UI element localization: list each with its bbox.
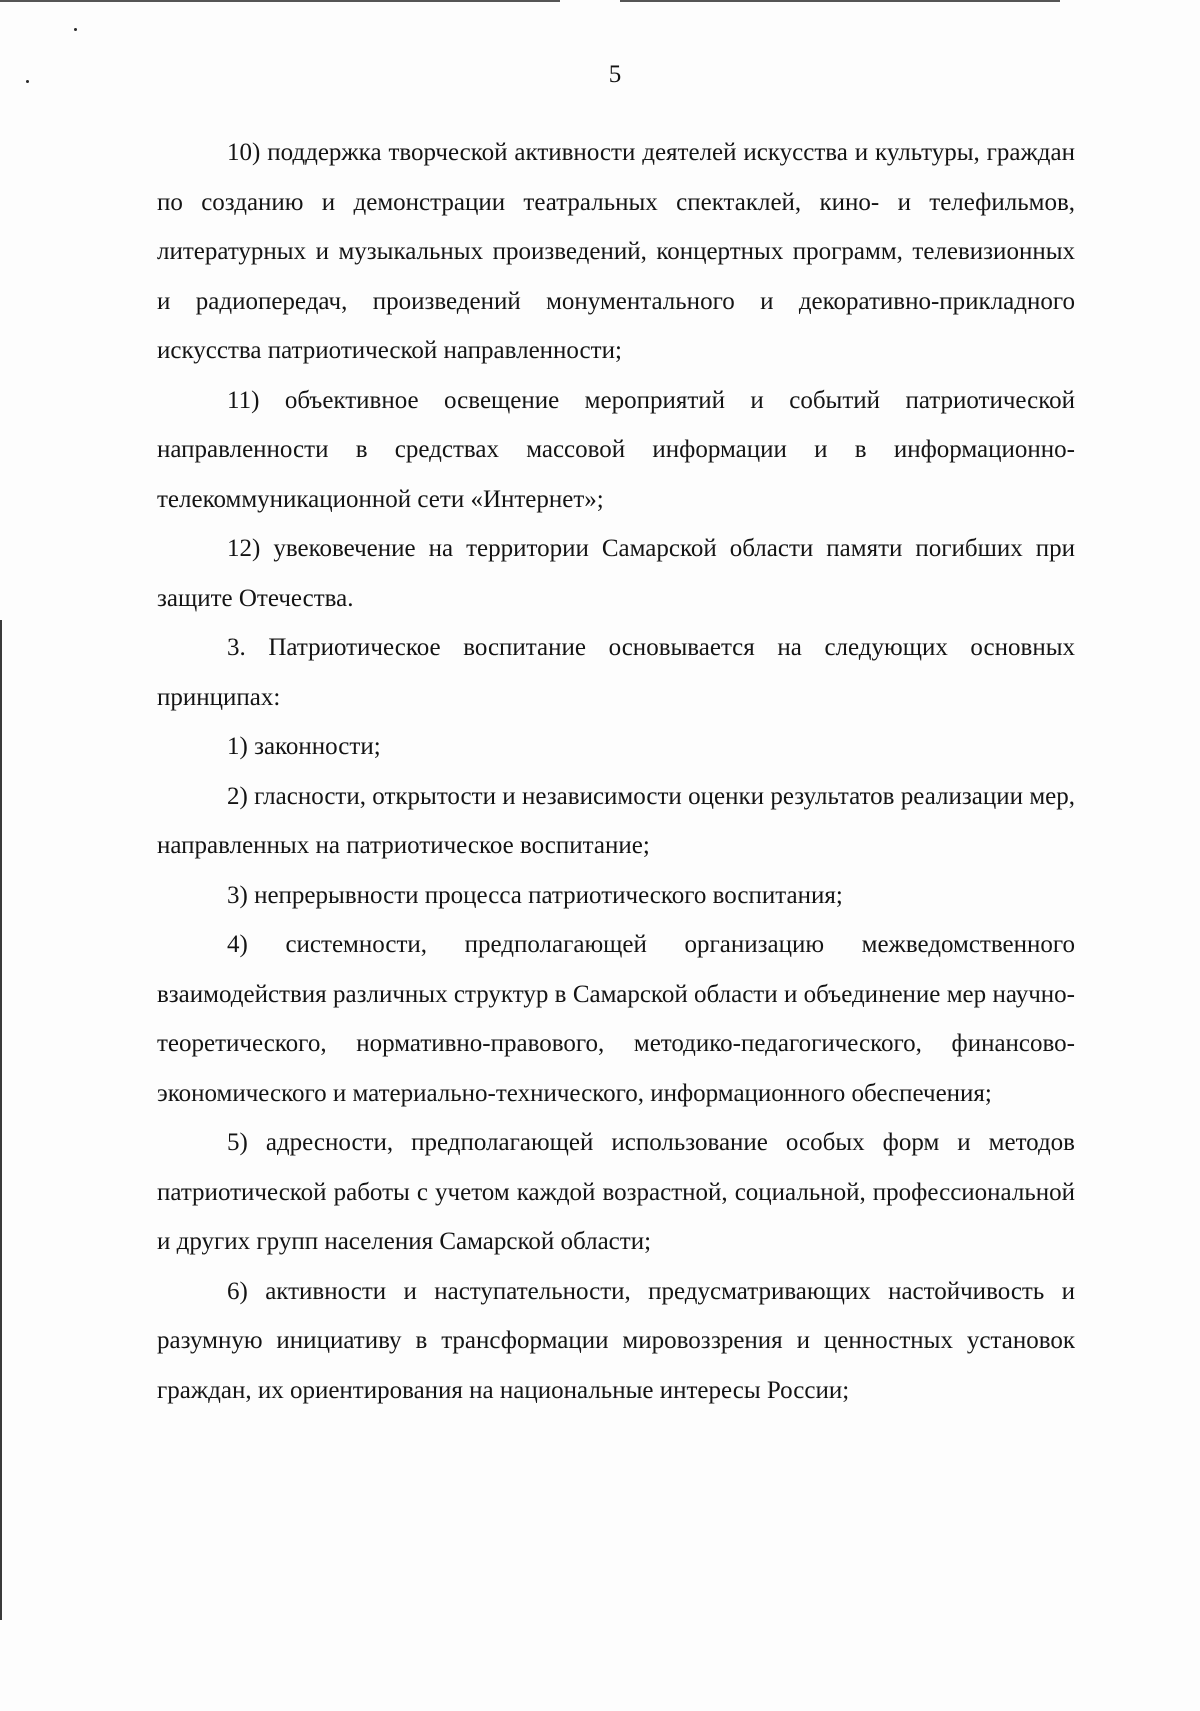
document-body	[157, 128, 1075, 1415]
paragraph-item-10: 10) поддержка творческой активности деятелей искусства и культуры, граждан по созданию и демонстрации театральных спектаклей, кино- и телефильмов, литературных и музыкальных произведений, концертных программ, телевизионных и радиопередач, произведений монументального и декоративно-прикладного искусства патриотической направленности;	[157, 139, 1075, 364]
paragraph-principle-6: 6) активности и наступательности, предусматривающих настойчивость и разумную инициативу в трансформации мировоззрения и ценностных установок граждан, их ориентирования на национальные интересы России;	[157, 1277, 1075, 1404]
paragraph-section-3: 3. Патриотическое воспитание основывается на следующих основных принципах:	[157, 634, 1075, 711]
paragraph-item-12: 12) увековечение на территории Самарской области памяти погибших при защите Отечества.	[157, 535, 1075, 612]
paragraph-item-11: 11) объективное освещение мероприятий и событий патриотической направленности в средствах массовой информации и в информационно-телекоммуникационной сети «Интернет»;	[157, 386, 1075, 513]
paragraph-principle-2: 2) гласности, открытости и независимости оценки результатов реализации мер, направленных на патриотическое воспитание;	[157, 782, 1075, 859]
paragraph-principle-5: 5) адресности, предполагающей использование особых форм и методов патриотической работы с учетом каждой возрастной, социальной, профессиональной и других групп населения Самарской области;	[157, 1129, 1075, 1255]
scan-speck	[74, 28, 77, 31]
page-number: 5	[608, 61, 622, 88]
paragraph-principle-1: 1) законности;	[227, 733, 381, 760]
paragraph-principle-3: 3) непрерывности процесса патриотического воспитания;	[227, 881, 843, 909]
scan-top-edge	[620, 0, 1060, 2]
paragraph-principle-4: 4) системности, предполагающей организацию межведомственного взаимодействия различных структур в Самарской области и объединение мер научно-теоретического, нормативно-правового, методико-педагогического, финансово-экономического и материально-технического, информационного обеспечения;	[157, 931, 1075, 1107]
scan-top-edge	[0, 0, 560, 2]
scan-left-edge	[0, 620, 2, 1620]
